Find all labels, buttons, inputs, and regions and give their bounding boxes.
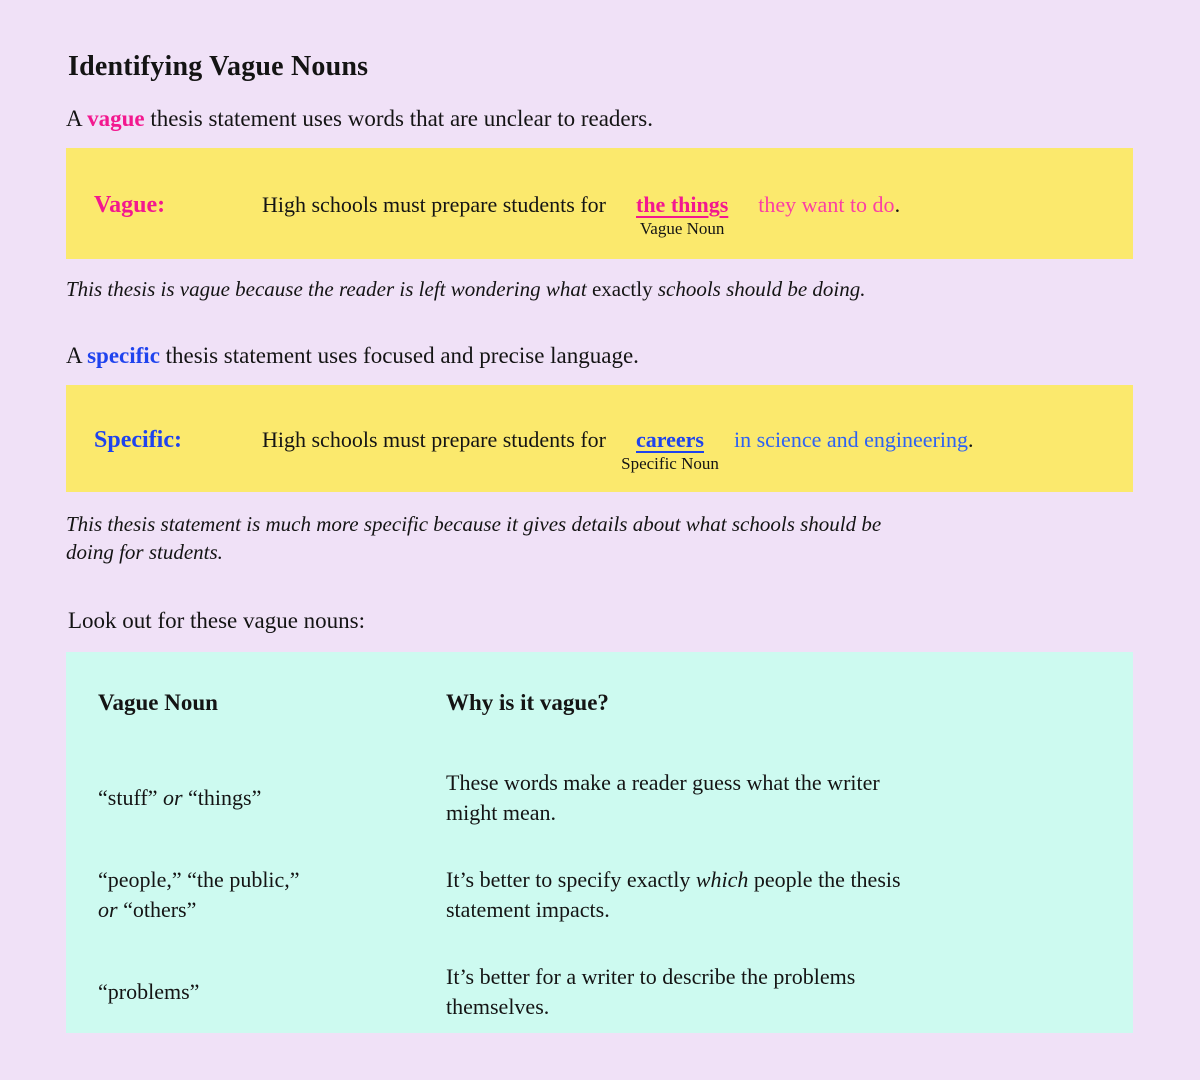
table-row [98,768,1103,828]
specific-caption-line2: doing for students. [66,539,223,564]
table-cell-why: It’s better to specify exactly which people the thesis statement impacts. [446,866,901,922]
specific-example-box [66,385,1133,492]
page-title: Identifying Vague Nouns [68,51,369,82]
specific-noun-annotated [621,426,719,473]
vague-sentence-tail: they want to do [758,191,895,217]
table-cell-why: These words make a reader guess what the writer might mean. [446,769,880,825]
table-row [98,865,1103,925]
table-cell-noun: “stuff” or “things” [98,784,262,810]
intro-specific-sentence: A specific thesis statement uses focused and precise language. [66,342,639,368]
specific-example-sentence [262,426,974,473]
vague-noun: the things [636,191,729,217]
table-row [98,962,1103,1022]
vague-box-label: Vague: [94,191,166,218]
specific-box-label: Specific: [94,426,182,453]
vague-noun-annotated [636,191,729,238]
vague-caption: This thesis is vague because the reader is left wondering what exactly schools should be doing. [66,276,866,301]
table-header-noun: Vague Noun [98,689,218,715]
vague-sentence-period: . [894,191,901,217]
specific-caption-line1: This thesis statement is much more specific because it gives details about what schools should be [66,511,882,536]
vague-nouns-table [66,652,1133,1033]
vague-sentence-lead: High schools must prepare students for [262,191,606,217]
vague-example-box [66,148,1133,259]
table-cell-noun: “people,” “the public,” or “others” [98,866,300,922]
table-header-why: Why is it vague? [446,689,609,715]
table-cell-why: It’s better for a writer to describe the problems themselves. [446,963,856,1019]
vague-example-sentence [262,191,901,238]
table-cell-noun: “problems” [98,978,200,1004]
specific-sentence-period: . [967,426,974,452]
specific-noun-tag: Specific Noun [621,453,719,473]
specific-noun: careers [636,426,704,452]
vague-noun-tag: Vague Noun [639,218,725,238]
specific-sentence-lead: High schools must prepare students for [262,426,606,452]
intro-vague-sentence: A vague thesis statement uses words that are unclear to readers. [66,105,653,131]
lookout-heading: Look out for these vague nouns: [68,607,366,633]
specific-sentence-tail: in science and engineering [734,426,968,452]
specific-caption [66,510,1133,566]
table-header-row [98,688,1103,718]
